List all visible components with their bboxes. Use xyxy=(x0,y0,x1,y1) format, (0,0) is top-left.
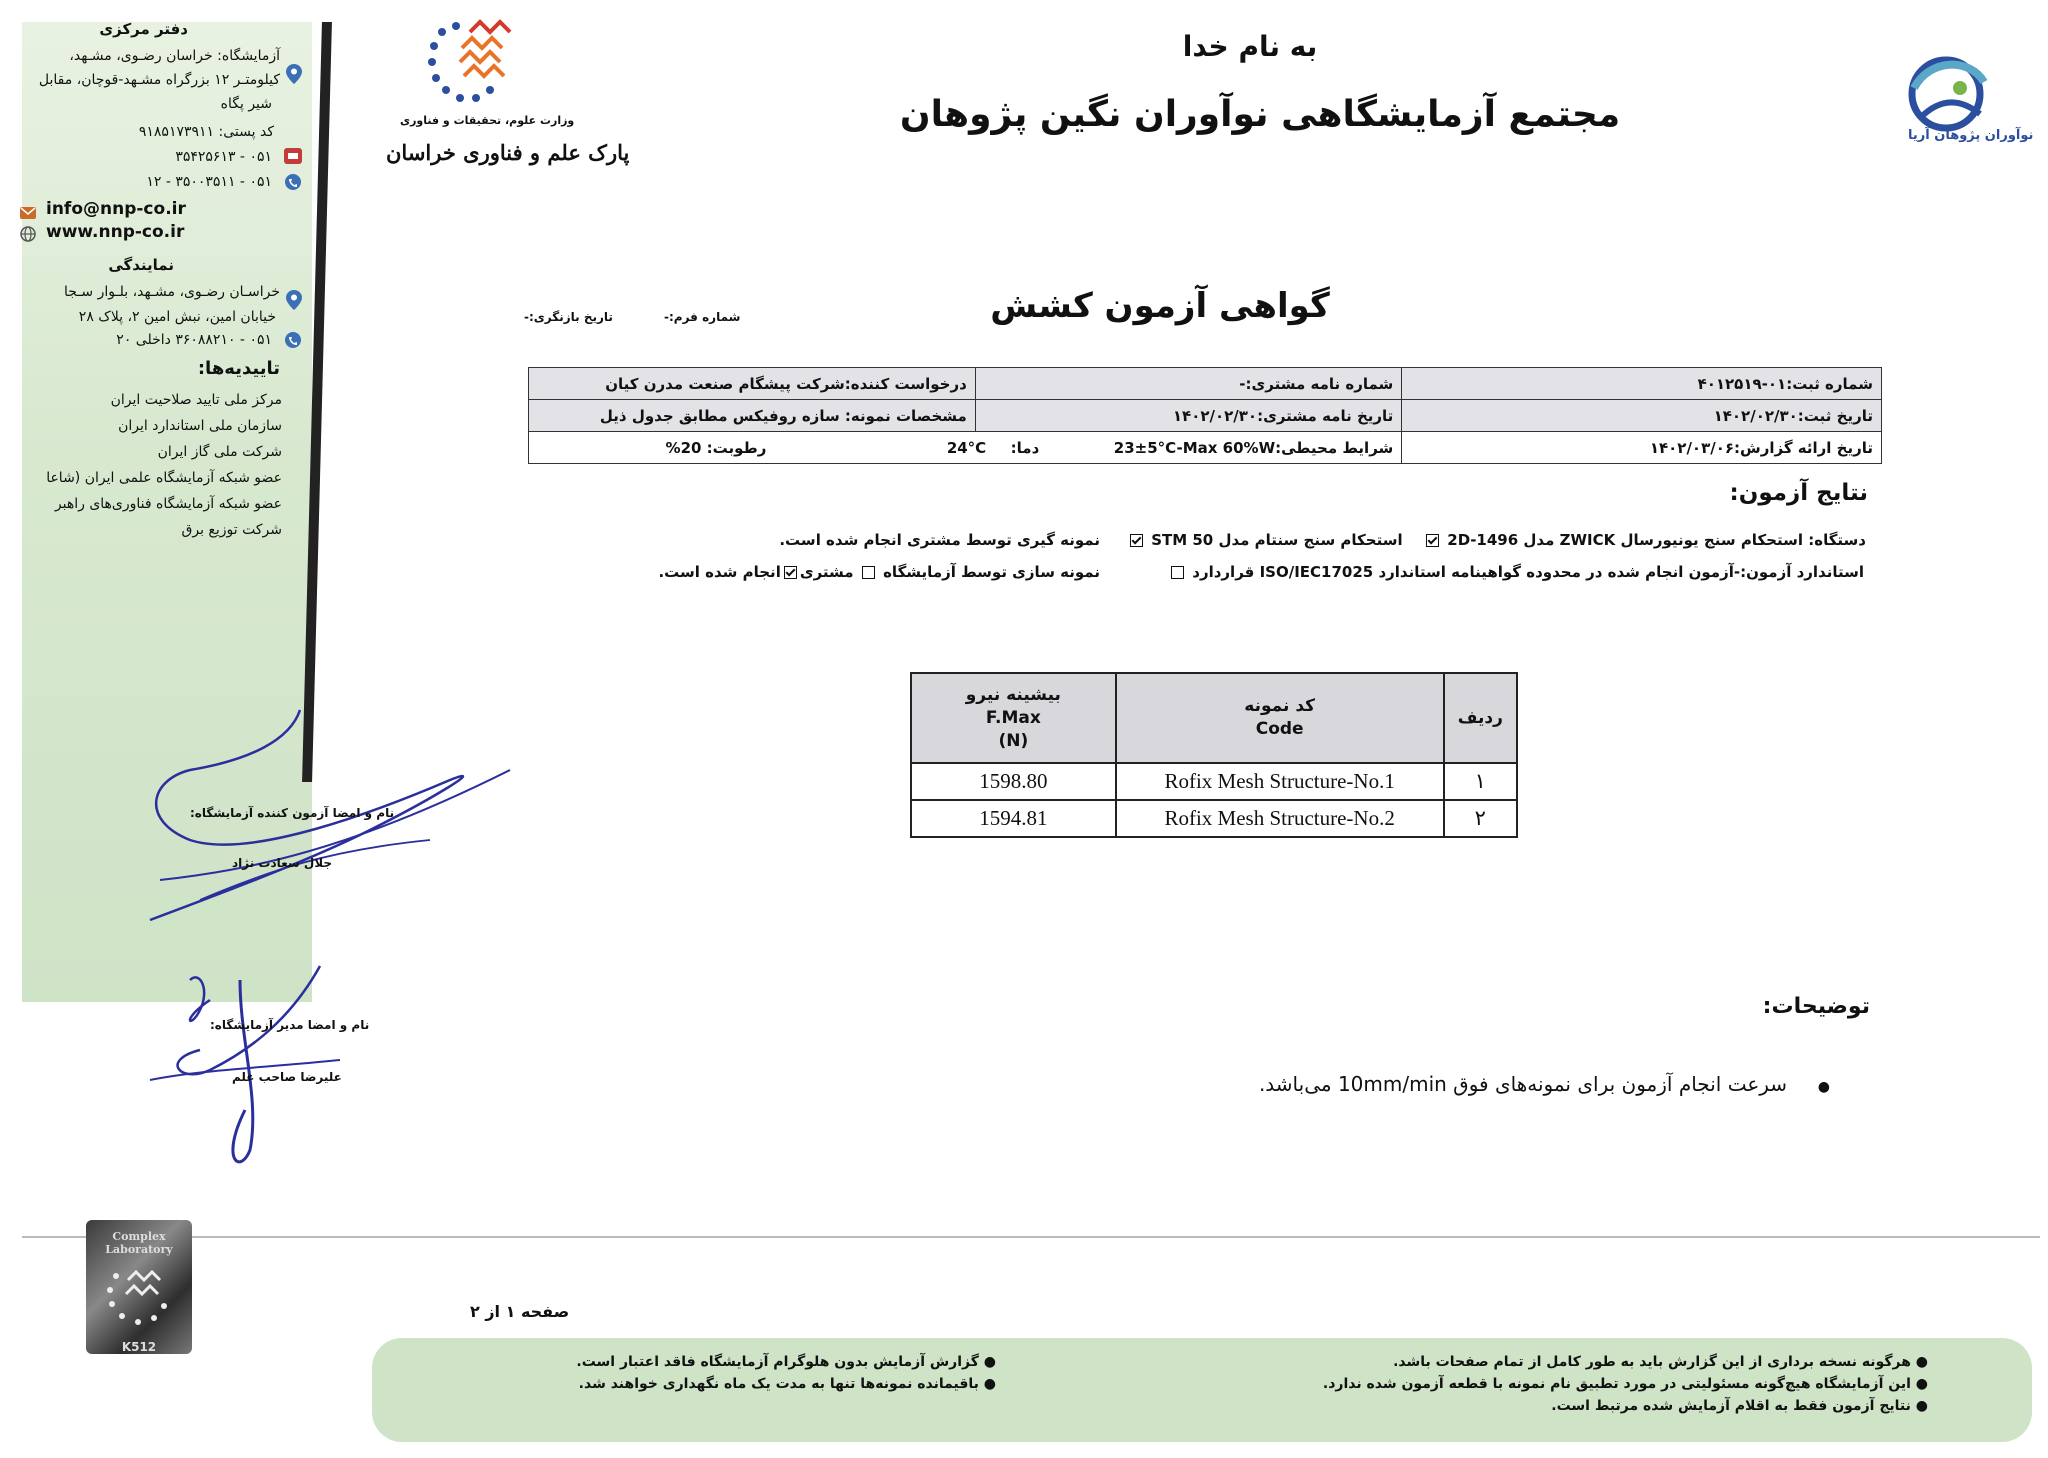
environment-label: شرایط محیطی: xyxy=(1275,438,1394,457)
force-header-fa: بیشینه نیرو xyxy=(965,684,1061,705)
footer-note-left: ● باقیمانده نمونه‌ها تنها به مدت یک ماه نگهداری خواهند شد. xyxy=(578,1376,996,1392)
table-row xyxy=(911,800,1517,837)
bismillah: به نام خدا xyxy=(1182,30,1318,63)
tester-signature xyxy=(130,700,530,940)
temperature-value: 24°C xyxy=(946,438,987,457)
col-code-header xyxy=(1116,673,1444,763)
approval-item: عضو شبکه آزمایشگاه علمی ایران (شاعا xyxy=(46,470,282,486)
device-1-checkbox[interactable] xyxy=(1426,534,1439,547)
device-2-checkbox[interactable] xyxy=(1130,534,1143,547)
col-force-header xyxy=(911,673,1116,763)
company-logo-text: نوآوران پژوهان آریا xyxy=(1908,128,2034,143)
table-header-row xyxy=(911,673,1517,763)
hologram-pattern-icon xyxy=(86,1256,192,1336)
telephone-icon xyxy=(284,174,302,194)
approvals-title: تاییدیه‌ها: xyxy=(197,358,280,379)
sampling-by-customer: نمونه گیری توسط مشتری انجام شده است. xyxy=(779,531,1100,549)
standard-checkbox[interactable] xyxy=(1171,566,1184,579)
agency-address-line-1: خراسـان رضـوی، مشـهد، بلـوار سـجا xyxy=(64,284,280,300)
note-text: سرعت انجام آزمون برای نمونه‌های فوق 10mm/min می‌باشد. xyxy=(1258,1072,1788,1096)
lab-prep-checkbox[interactable] xyxy=(862,566,875,579)
footer-note-text: هرگونه نسخه برداری از این گزارش باید به طور کامل از تمام صفحات باشد. xyxy=(1393,1354,1911,1370)
sample-code: Rofix Mesh Structure-No.2 xyxy=(1116,800,1444,837)
footer-note-text: این آزمایشگاه هیچ‌گونه مسئولیتی در مورد تطبیق نام نمونه با قطعه آزمون شده ندارد. xyxy=(1322,1376,1911,1392)
phone-icon xyxy=(284,148,302,168)
requester: درخواست کننده:شرکت پیشگام صنعت مدرن کیان xyxy=(529,368,976,400)
footer-note-right: ● این آزمایشگاه هیچ‌گونه مسئولیتی در مورد تطبیق نام نمونه با قطعه آزمون شده ندارد. xyxy=(1322,1376,1928,1392)
agency-phone-icon xyxy=(284,332,302,352)
results-heading: نتایج آزمون: xyxy=(1729,480,1868,506)
footer-note-text: گزارش آزمایش بدون هلوگرام آزمایشگاه فاقد اعتبار است. xyxy=(576,1354,979,1370)
footer-divider xyxy=(22,1236,2040,1238)
col-row-header: ردیف xyxy=(1444,673,1517,763)
postal-code: کد پستی: ۹۱۸۵۱۷۳۹۱۱ xyxy=(138,124,274,140)
revision-date: تاریخ بازنگری:- xyxy=(524,310,613,324)
location-pin-icon xyxy=(286,64,302,88)
fmax-value: 1598.80 xyxy=(911,763,1116,800)
park-logo-ministry: وزارت علوم، تحقیقات و فناوری xyxy=(400,114,575,127)
temperature-label: دما: xyxy=(1010,438,1040,457)
note-item xyxy=(1259,1072,1830,1096)
central-address-line-2: کیلومتـر ۱۲ بزرگراه مشـهد-قوچان، مقابل xyxy=(38,72,280,88)
tester-label: نام و امضا آزمون کننده آزمایشگاه: xyxy=(190,806,395,820)
sample-code: Rofix Mesh Structure-No.1 xyxy=(1116,763,1444,800)
email-icon xyxy=(20,204,36,223)
hologram-seal xyxy=(86,1220,192,1354)
force-header-en: F.Max xyxy=(985,707,1041,728)
sample-prep-suffix: انجام شده است. xyxy=(658,563,781,581)
agency-address-line-2: خیابان امین، نبش امین ۲، پلاک ۲۸ xyxy=(78,309,276,325)
phone-number-1: ۰۵۱ - ۳۵۴۲۵۶۱۳ xyxy=(175,149,272,165)
notes-heading: توضیحات: xyxy=(1762,994,1870,1019)
tester-name: جلال سعادت نژاد xyxy=(232,856,333,870)
park-logo-name: پارک علم و فناوری خراسان xyxy=(386,140,630,165)
table-row xyxy=(529,400,1882,432)
bullet-icon: ● xyxy=(1817,1079,1830,1095)
customer-letter-date: تاریخ نامه مشتری:۱۴۰۲/۰۲/۳۰ xyxy=(975,400,1401,432)
footer-note-left: ● گزارش آزمایش بدون هلوگرام آزمایشگاه فاقد اعتبار است. xyxy=(576,1354,996,1370)
email-address: info@nnp-co.ir xyxy=(46,199,186,219)
agency-location-pin-icon xyxy=(286,290,302,314)
central-address-line-3: شیر پگاه xyxy=(220,96,272,112)
row-index: ۱ xyxy=(1444,763,1517,800)
approval-item: مرکز ملی تایید صلاحیت ایران xyxy=(110,392,282,408)
row-index: ۲ xyxy=(1444,800,1517,837)
standard-line xyxy=(1168,563,1864,581)
phone-number-2: ۰۵۱ - ۳۵۰۰۳۵۱۱ - ۱۲ xyxy=(146,174,272,190)
device-line xyxy=(1127,531,1866,549)
fmax-value: 1594.81 xyxy=(911,800,1116,837)
registration-number: شماره ثبت:۰۱-۴۰۱۲۵۱۹ xyxy=(1402,368,1882,400)
table-row xyxy=(529,432,1882,464)
force-header-unit: (N) xyxy=(998,730,1029,751)
device-second: استحکام سنج سنتام مدل STM 50 xyxy=(1151,531,1403,549)
website-url: www.nnp-co.ir xyxy=(46,222,185,242)
footer-note-text: باقیمانده نمونه‌ها تنها به مدت یک ماه نگهداری خواهند شد. xyxy=(578,1376,979,1392)
registration-date: تاریخ ثبت:۱۴۰۲/۰۲/۳۰ xyxy=(1402,400,1882,432)
manager-name: علیرضا صاحب علم xyxy=(232,1070,342,1084)
standard-text: استاندارد آزمون:-آزمون انجام شده در محدوده گواهینامه استاندارد ISO/IEC17025 قراردارد xyxy=(1192,563,1864,581)
page-number: صفحه ۱ از ۲ xyxy=(470,1302,570,1321)
code-header-en: Code xyxy=(1255,719,1304,739)
request-info-table xyxy=(528,367,1882,464)
hologram-text: Complex Laboratory xyxy=(105,1230,173,1256)
agency-phone: ۰۵۱ - ۳۶۰۸۸۲۱۰ داخلی ۲۰ xyxy=(116,332,272,348)
footer-note-text: نتایج آزمون فقط به اقلام آزمایش شده مرتبط است. xyxy=(1551,1398,1911,1414)
form-number: شماره فرم:- xyxy=(664,310,741,324)
park-logo-mark xyxy=(420,18,520,108)
agency-title: نمایندگی xyxy=(108,256,174,274)
manager-label: نام و امضا مدیر آزمایشگاه: xyxy=(210,1018,370,1032)
globe-icon xyxy=(20,226,36,246)
company-title: مجتمع آزمایشگاهی نوآوران نگین پژوهان xyxy=(899,94,1621,135)
footer-note-right: ● هرگونه نسخه برداری از این گزارش باید به طور کامل از تمام صفحات باشد. xyxy=(1393,1354,1928,1370)
device-first: دستگاه: استحکام سنج یونیورسال ZWICK مدل 1496-2D xyxy=(1447,531,1866,549)
central-address-line-1: آزمایشگاه: خراسان رضـوی، مشـهد، xyxy=(69,48,280,64)
humidity: رطوبت: 20% xyxy=(665,438,767,457)
table-row xyxy=(529,368,1882,400)
sample-prep-line xyxy=(658,563,1100,581)
customer-letter-number: شماره نامه مشتری:- xyxy=(975,368,1401,400)
approval-item: شرکت ملی گاز ایران xyxy=(157,444,282,460)
approval-item: سازمان ملی استاندارد ایران xyxy=(118,418,282,434)
code-header-fa: کد نمونه xyxy=(1244,696,1316,716)
certificate-title: گواهی آزمون کشش xyxy=(990,286,1330,326)
report-date: تاریخ ارائه گزارش:۱۴۰۲/۰۳/۰۶ xyxy=(1402,432,1882,464)
sample-prep-lab: نمونه سازی توسط آزمایشگاه xyxy=(883,563,1100,581)
environment-value: 23±5°C-Max 60%W xyxy=(1113,438,1276,457)
approval-item: عضو شبکه آزمایشگاه فناوری‌های راهبر xyxy=(54,496,282,512)
hologram-code: K512 xyxy=(121,1340,157,1354)
results-table xyxy=(910,672,1518,838)
customer-prep-checkbox[interactable] xyxy=(784,566,797,579)
sample-prep-customer: مشتری xyxy=(799,563,854,581)
central-office-title: دفتر مرکزی xyxy=(99,20,188,38)
approval-item: شرکت توزیع برق xyxy=(181,522,282,538)
environment-conditions xyxy=(529,432,1402,464)
sample-spec: مشخصات نمونه: سازه روفیکس مطابق جدول ذیل xyxy=(529,400,976,432)
table-row xyxy=(911,763,1517,800)
footer-note-right: ● نتایج آزمون فقط به اقلام آزمایش شده مرتبط است. xyxy=(1551,1398,1928,1414)
